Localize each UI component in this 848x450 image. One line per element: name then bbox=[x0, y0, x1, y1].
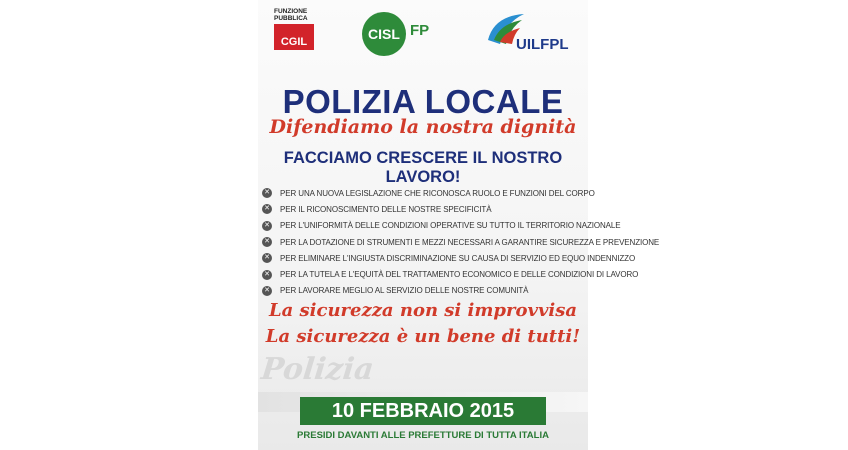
poster-title: POLIZIA LOCALE bbox=[282, 83, 564, 120]
cisl-circle: CISL bbox=[362, 12, 406, 56]
cgil-box: CGIL bbox=[274, 24, 314, 50]
cisl-logo bbox=[362, 12, 452, 52]
polizia-background-word: Polizia bbox=[259, 352, 376, 387]
tagline-work: FACCIAMO CRESCERE IL NOSTRO LAVORO! bbox=[283, 149, 563, 186]
list-item bbox=[262, 185, 595, 201]
cisl-fp-label: FP bbox=[410, 22, 430, 39]
x-bullet-icon: ✕ bbox=[262, 237, 272, 247]
x-bullet-icon: ✕ bbox=[262, 286, 272, 296]
cgil-logo bbox=[274, 8, 318, 50]
event-location-note: PRESIDI DAVANTI ALLE PREFETTURE DI TUTTA ITALIA bbox=[297, 430, 549, 441]
list-item bbox=[262, 234, 660, 250]
demand-text: PER LAVORARE MEGLIO AL SERVIZIO DELLE NOSTRE COMUNITÀ bbox=[280, 286, 529, 296]
list-item bbox=[262, 201, 586, 217]
event-date-banner: 10 FEBBRAIO 2015 bbox=[300, 397, 546, 425]
demand-text: PER LA DOTAZIONE DI STRUMENTI E MEZZI NECESSARI A GARANTIRE SICUREZZA E PREVENZIONE bbox=[280, 237, 660, 247]
demand-text: PER LA TUTELA E L'EQUITÀ DEL TRATTAMENTO ECONOMICO E DELLE CONDIZIONI DI LAVORO bbox=[280, 270, 639, 280]
x-bullet-icon: ✕ bbox=[262, 270, 272, 280]
uilfpl-logo bbox=[476, 10, 586, 66]
demand-text: PER ELIMINARE L'INGIUSTA DISCRIMINAZIONE SU CAUSA DI SERVIZIO ED EQUO INDENNIZZO bbox=[280, 253, 636, 263]
x-bullet-icon: ✕ bbox=[262, 253, 272, 263]
slogan-improvvisa: La sicurezza non si improvvisa bbox=[268, 300, 578, 321]
list-item bbox=[262, 283, 586, 299]
tagline-dignity: Difendiamo la nostra dignità bbox=[269, 116, 577, 138]
poster bbox=[258, 0, 660, 450]
list-item bbox=[262, 218, 621, 234]
x-bullet-icon: ✕ bbox=[262, 221, 272, 231]
list-item bbox=[262, 250, 636, 266]
uilfpl-label: UILFPL bbox=[516, 36, 569, 53]
demands-list bbox=[262, 185, 660, 299]
x-bullet-icon: ✕ bbox=[262, 188, 272, 198]
demand-text: PER L'UNIFORMITÀ DELLE CONDIZIONI OPERATIVE SU TUTTO IL TERRITORIO NAZIONALE bbox=[280, 221, 621, 231]
cgil-subtitle: FUNZIONE PUBBLICA bbox=[274, 8, 308, 22]
logo-bar bbox=[258, 0, 588, 80]
list-item bbox=[262, 266, 639, 282]
slogan-bene-comune: La sicurezza è un bene di tutti! bbox=[265, 326, 581, 347]
demand-text: PER IL RICONOSCIMENTO DELLE NOSTRE SPECIFICITÀ bbox=[280, 204, 492, 214]
demand-text: PER UNA NUOVA LEGISLAZIONE CHE RICONOSCA RUOLO E FUNZIONI DEL CORPO bbox=[280, 188, 595, 198]
x-bullet-icon: ✕ bbox=[262, 204, 272, 214]
